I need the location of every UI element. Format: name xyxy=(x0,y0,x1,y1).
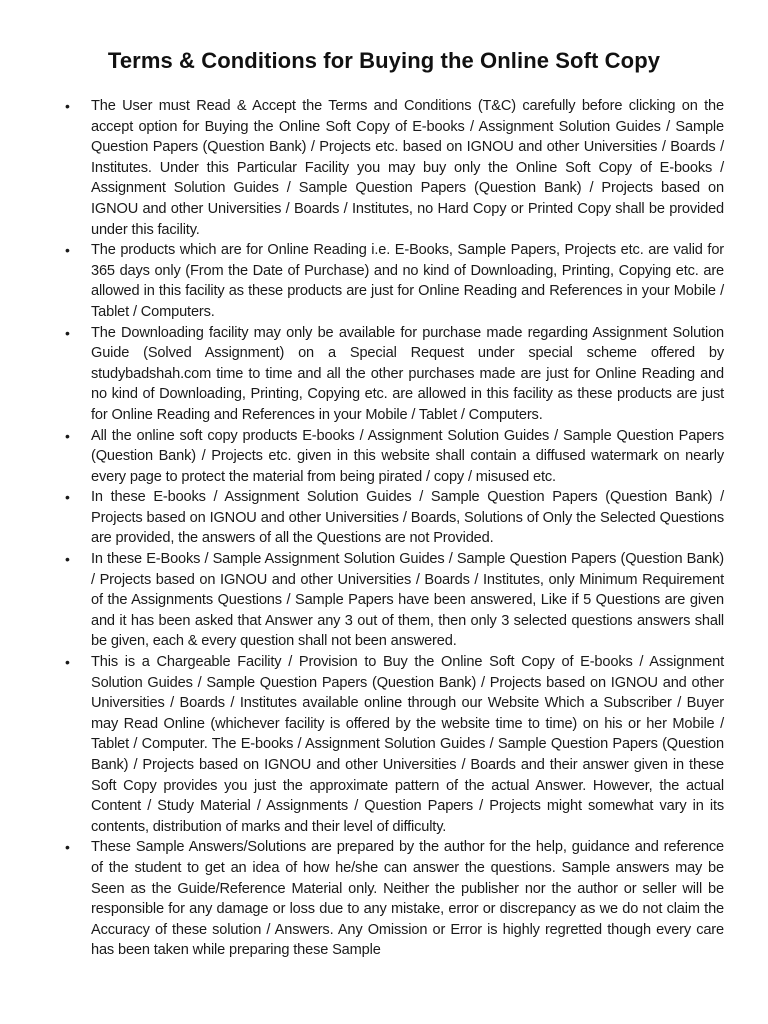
bullet-icon: • xyxy=(65,551,70,568)
list-item-text: The User must Read & Accept the Terms and Conditions (T&C) carefully before clicking on the accept option for Buying the Online Soft Copy of E-books / Assignment Solution Guides / Sample Question Papers (Question Bank) / Projects etc. based on IGNOU and other Universities / Boards / Institutes. Under this Particular Facility you may buy only the Online Soft Copy of E-books / Assignment Solution Guides / Sample Question Papers (Question Bank) / Projects based on IGNOU and other Universities / Boards / Institutes, no Hard Copy or Printed Copy shall be provided under this facility. xyxy=(91,98,724,238)
list-item-text: These Sample Answers/Solutions are prepared by the author for the help, guidance and reference of the student to get an idea of how he/she can answer the questions. Sample answers may be Seen as the Guide/Reference Material only. Neither the publisher nor the author or seller will be responsible for any damage or loss due to any mistake, error or discrepancy as we do not claim the Accuracy of these solution / Answers. Any Omission or Error is highly regretted though every care has been taken while preparing these Sample xyxy=(91,839,724,959)
list-item-text: The products which are for Online Reading i.e. E-Books, Sample Papers, Projects etc. are valid for 365 days only (From the Date of Purchase) and no kind of Downloading, Printing, Copying etc. are allowed in this facility as these products are just for Online Reading and References in your Mobile / Tablet / Computers. xyxy=(91,242,724,320)
page-title: Terms & Conditions for Buying the Online Soft Copy xyxy=(107,48,661,73)
terms-list xyxy=(64,96,724,961)
list-item xyxy=(64,652,724,837)
list-item xyxy=(64,426,724,488)
bullet-icon: • xyxy=(65,489,70,506)
list-item-text: In these E-Books / Sample Assignment Solution Guides / Sample Question Papers (Question Bank) / Projects based on IGNOU and other Universities / Boards / Institutes, only Minimum Requirement of the Assignments Questions / Sample Papers have been answered, Like if 5 Questions are given and it has been asked that Answer any 3 out of them, then only 3 selected questions answers shall be given, each & every question shall not been answered. xyxy=(91,551,724,650)
bullet-icon: • xyxy=(65,427,70,444)
list-item xyxy=(64,487,724,549)
list-item xyxy=(64,240,724,322)
list-item xyxy=(64,549,724,652)
bullet-icon: • xyxy=(65,654,70,671)
list-item-text: This is a Chargeable Facility / Provision to Buy the Online Soft Copy of E-books / Assignment Solution Guides / Sample Question Papers (Question Bank) / Projects based on IGNOU and other Universities / Boards / Institutes available online through our Website Which a Subscriber / Buyer may Read Online (whichever facility is offered by the website time to time) on his or her Mobile / Tablet / Computer. The E-books / Assignment Solution Guides / Sample Question Papers (Question Bank) / Projects based on IGNOU and other Universities / Boards and their answer given in these Soft Copy provides you just the approximate pattern of the actual Answer. However, the actual Content / Study Material / Assignments / Question Papers / Projects might somewhat vary in its contents, distribution of marks and their level of difficulty. xyxy=(91,654,724,835)
bullet-icon: • xyxy=(65,98,70,114)
bullet-icon: • xyxy=(65,242,70,259)
bullet-icon: • xyxy=(65,324,70,341)
list-item-text: The Downloading facility may only be available for purchase made regarding Assignment Solution Guide (Solved Assignment) on a Special Request under special scheme offered by studybadshah.com time to time and all the other purchases made are just for Online Reading and no kind of Downloading, Printing, Copying etc. are allowed in this facility as these products are just for Online Reading and References in your Mobile / Tablet / Computers. xyxy=(91,324,724,423)
list-item xyxy=(64,837,724,961)
bullet-icon: • xyxy=(65,839,70,856)
list-item xyxy=(64,323,724,426)
list-item xyxy=(64,96,724,240)
list-item-text: In these E-books / Assignment Solution Guides / Sample Question Papers (Question Bank) / Projects based on IGNOU and other Universities / Boards, Solutions of Only the Selected Questions are provided, the answers of all the Questions are not Provided. xyxy=(91,489,724,547)
list-item-text: All the online soft copy products E-books / Assignment Solution Guides / Sample Question Papers (Question Bank) / Projects etc. given in this website shall contain a diffused watermark on nearly every page to protect the material from being pirated / copy / misused etc. xyxy=(91,427,724,485)
